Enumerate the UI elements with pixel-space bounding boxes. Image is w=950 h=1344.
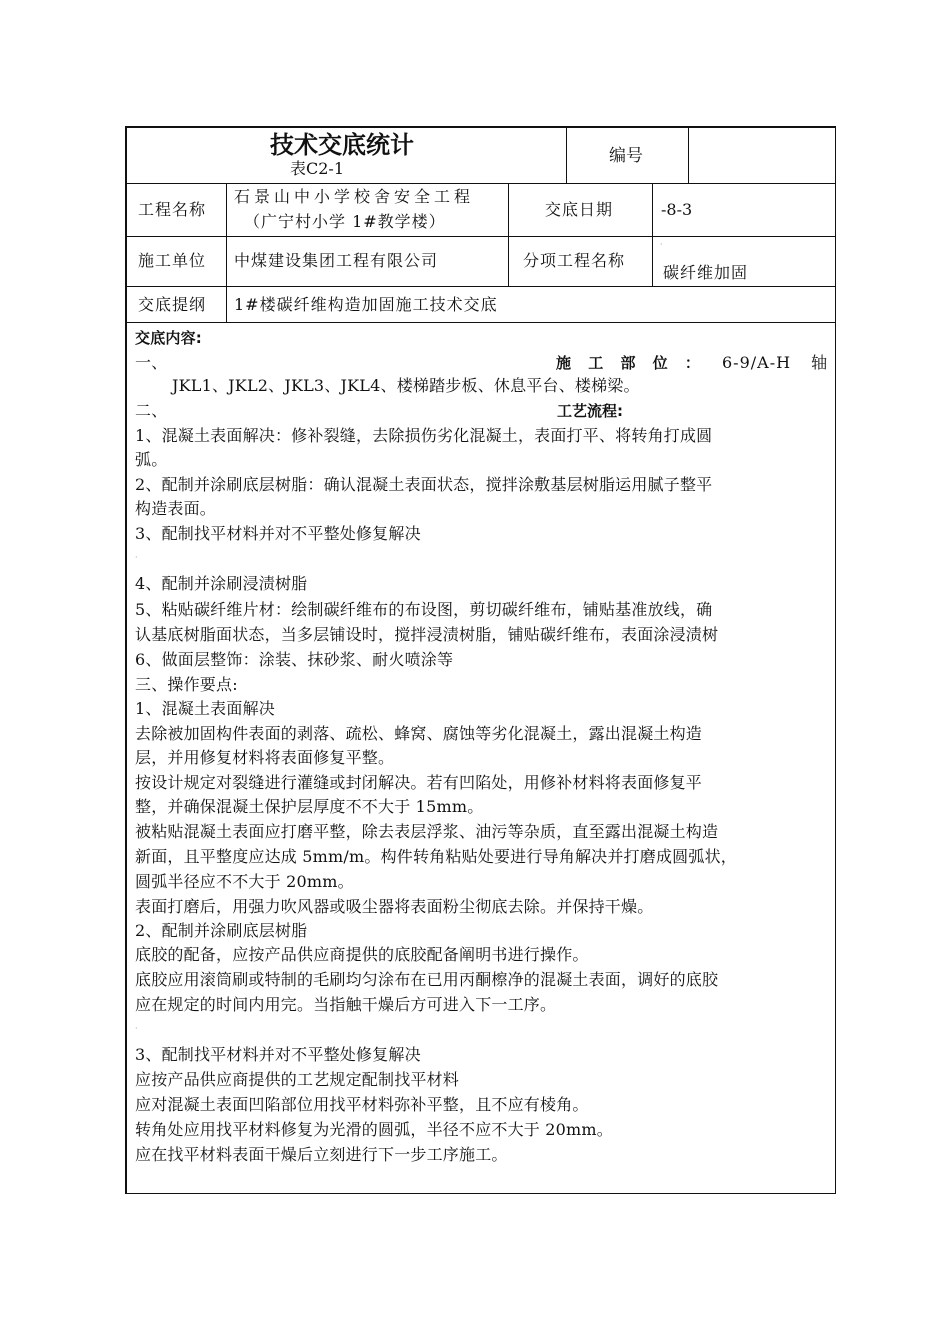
content-line: 应在找平材料表面干燥后立刻进行下一步工序施工。 [135,1145,508,1164]
col-divider [566,126,567,183]
sub-project-label: 分项工程名称 [523,251,626,270]
form-code: 表C2-1 [290,159,345,178]
col-divider [508,183,509,286]
outline-label: 交底提纲 [138,295,207,314]
content-line: 圆弧半径应不不大于 20mm。 [135,872,354,891]
content-line: 层，并用修复材料将表面修复平整。 [135,748,395,767]
section1-value: 6-9/A-H 轴 [722,353,829,372]
content-line: 认基底树脂面状态，当多层铺设时，搅拌浸渍树脂，铺贴碳纤维布，表面涂浸渍树 [135,625,719,644]
content-line: 6、做面层整饰：涂装、抹砂浆、耐火喷涂等 [135,650,454,669]
content-line: 1、混凝土表面解决 [135,699,275,718]
dot-mark: · [660,240,663,249]
content-line: 底胶应用滚筒刷或特制的毛刷均匀涂布在已用丙酮檫净的混凝土表面，调好的底胶 [135,970,719,989]
section2-title: 工艺流程: [557,402,623,420]
sub-project-value: 碳纤维加固 [663,263,749,282]
content-line: 三、操作要点: [135,675,238,694]
row-divider [125,183,836,184]
content-line: 2、配制并涂刷底层树脂：确认混凝土表面状态，搅拌涂敷基层树脂运用腻子整平 [135,475,713,494]
content-line: 应对混凝土表面凹陷部位用找平材料弥补平整，且不应有棱角。 [135,1095,589,1114]
date-value: -8-3 [661,200,693,219]
content-line: 转角处应用找平材料修复为光滑的圆弧，半径不应不大于 20mm。 [135,1120,613,1139]
content-line: 2、配制并涂刷底层树脂 [135,921,308,940]
col-divider [226,183,227,322]
dot-mark: · [135,553,138,562]
project-name-line1: 石景山中小学校舍安全工程 [234,187,475,206]
content-line: 表面打磨后，用强力吹风器或吸尘器将表面粉尘彻底去除。并保持干燥。 [135,897,654,916]
number-label: 编号 [609,146,643,166]
section1-title: 施 工 部 位 ： [556,354,706,372]
content-line: 5、粘贴碳纤维片材：绘制碳纤维布的布设图，剪切碳纤维布，铺贴基准放线，确 [135,600,713,619]
content-line: 新面，且平整度应达成 5mm/m。构件转角粘贴处要进行导角解决并打磨成圆弧状， [135,847,737,866]
section2-prefix: 二、 [135,401,168,420]
row-divider [125,286,836,287]
content-line: 弧。 [135,450,168,469]
form-title: 技术交底统计 [270,131,414,159]
unit-label: 施工单位 [138,251,207,270]
content-line: 被粘贴混凝土表面应打磨平整，除去表层浮浆、油污等杂质，直至露出混凝土构造 [135,822,719,841]
content-line: 整，并确保混凝土保护层厚度不不大于 15mm。 [135,797,484,816]
project-name-line2: （广宁村小学 1#教学楼） [244,212,446,231]
section1-prefix: 一、 [135,353,168,372]
content-line: 应在规定的时间内用完。当指触干燥后方可进入下一工序。 [135,995,557,1014]
col-divider [688,126,689,183]
content-line: 底胶的配备，应按产品供应商提供的底胶配备阐明书进行操作。 [135,945,589,964]
date-label: 交底日期 [545,200,614,219]
col-divider [652,183,653,286]
content-line: 1、混凝土表面解决：修补裂缝，去除损伤劣化混凝土，表面打平、将转角打成圆 [135,426,713,445]
outline-value: 1#楼碳纤维构造加固施工技术交底 [234,295,498,314]
content-line: 4、配制并涂刷浸渍树脂 [135,574,308,593]
row-divider [125,236,836,237]
content-line: 应按产品供应商提供的工艺规定配制找平材料 [135,1070,460,1089]
content-line: 构造表面。 [135,499,217,518]
content-line: 3、配制找平材料并对不平整处修复解决 [135,1045,421,1064]
dot-mark: · [135,1024,138,1033]
unit-value: 中煤建设集团工程有限公司 [234,251,439,270]
content-heading: 交底内容: [135,329,202,347]
section1-line2: JKL1、JKL2、JKL3、JKL4、楼梯踏步板、休息平台、楼梯梁。 [172,376,640,395]
project-name-label: 工程名称 [138,200,207,219]
content-line: 3、配制找平材料并对不平整处修复解决 [135,524,421,543]
content-line: 去除被加固构件表面的剥落、疏松、蜂窝、腐蚀等劣化混凝土，露出混凝土构造 [135,724,703,743]
row-divider [125,322,836,323]
content-line: 按设计规定对裂缝进行灌缝或封闭解决。若有凹陷处，用修补材料将表面修复平 [135,773,703,792]
